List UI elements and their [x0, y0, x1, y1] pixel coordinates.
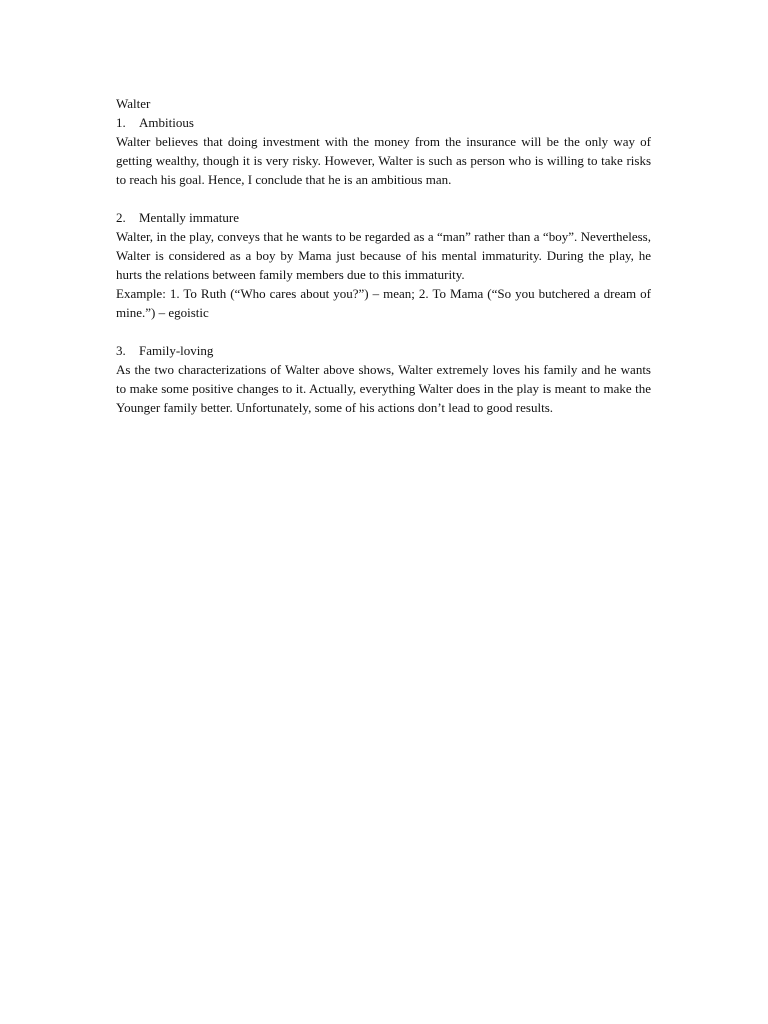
section-paragraph: Walter believes that doing investment with the money from the insurance will be the only way of getting wealthy, though it is very risky. However, Walter is such as person who is willing to take risks to reach his goal. Hence, I conclude that he is an ambitious man. [116, 134, 651, 187]
section-paragraph: Walter, in the play, conveys that he wants to be regarded as a “man” rather than a “boy”. Nevertheless, Walter is considered as a boy by Mama just because of his mental immaturity. During the play, he hurts the relations between family members due to this immaturity. [116, 229, 651, 282]
document-title: Walter [116, 96, 151, 111]
section-heading [116, 208, 651, 227]
section-paragraph: As the two characterizations of Walter above shows, Walter extremely loves his family and he wants to make some positive changes to it. Actually, everything Walter does in the play is meant to make the Younger family better. Unfortunately, some of his actions don’t lead to good results. [116, 362, 651, 415]
section-family-loving [116, 341, 651, 417]
section-example: Example: 1. To Ruth (“Who cares about you?”) – mean; 2. To Mama (“So you butchered a dream of mine.”) – egoistic [116, 286, 651, 320]
section-heading-text: Family-loving [139, 343, 214, 358]
section-number: 3. [116, 343, 126, 358]
section-number: 2. [116, 210, 126, 225]
section-heading [116, 341, 651, 360]
section-heading-text: Ambitious [139, 115, 194, 130]
section-number: 1. [116, 115, 126, 130]
section-ambitious [116, 113, 651, 189]
document-page [116, 94, 651, 417]
section-mentally-immature [116, 208, 651, 322]
section-heading [116, 113, 651, 132]
section-heading-text: Mentally immature [139, 210, 240, 225]
